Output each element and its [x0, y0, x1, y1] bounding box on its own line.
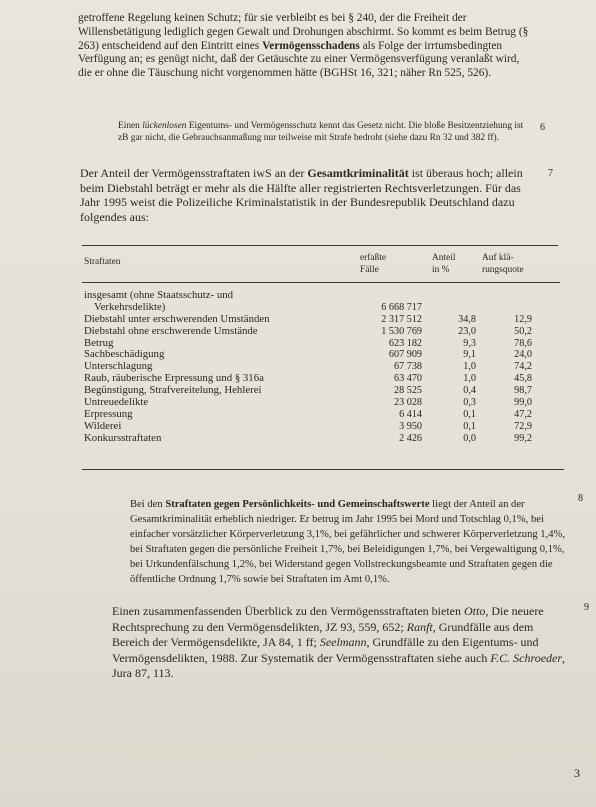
cell-cases: 3 950 — [399, 420, 422, 432]
cell-clearance: 99,0 — [514, 397, 532, 409]
p4-bold-term: Straftaten gegen Persönlichkeits- und Gemeinschaftswerte — [165, 499, 430, 510]
p1-text-a: getroffene Regelung keinen Schutz; für sie verbleibt es bei § 240, der die Freiheit der Willensbetätigung lediglich gegen Gewalt und Drohungen abschirmt. So kommt es beim Betrug (§ 263) entscheidend auf den Eintritt eines — [78, 12, 529, 52]
cell-cases: 28 525 — [393, 385, 422, 397]
cell-cases: 6 668 717 — [381, 301, 422, 313]
author-otto: Otto — [464, 604, 486, 618]
p3-text-b: ist überaus hoch; allein beim Diebstahl beträgt er mehr als die Hälfte aller registrierten Rechtsverletzungen. Für das Jahr 1995 weist die Polizeiliche Kriminalstatistik in der Bundesrepublik Deutschland dazu folgendes aus: — [80, 166, 523, 224]
row-label: insgesamt (ohne Staatsschutz- und Verkehrsdelikte) — [84, 289, 234, 313]
table-row — [84, 290, 554, 314]
p2-text-post: Eigentums- und Vermögensschutz kennt das Gesetz nicht. Die bloße Besitzentziehung ist zB gar nicht, die Gebrauchsanmaßung nur teilweise mit Strafe bedroht (siehe dazu Rn 32 und 382 ff). — [118, 121, 524, 144]
cell-cases: 2 426 — [399, 432, 422, 444]
row-label: Diebstahl ohne erschwerende Umstände — [84, 324, 258, 337]
table-header-rule — [82, 282, 560, 283]
p2-italic: lückenlosen — [142, 121, 187, 131]
paragraph-7 — [80, 166, 538, 224]
paragraph-8 — [130, 497, 566, 587]
cell-clearance: 72,9 — [514, 420, 532, 432]
table-row — [84, 433, 554, 445]
paragraph-note-6 — [118, 120, 528, 144]
cell-share: 23,0 — [458, 325, 476, 337]
paragraph-continuation — [78, 12, 534, 81]
row-label: Konkursstraftaten — [84, 431, 162, 444]
p2-text-pre: Einen — [118, 121, 143, 131]
cell-clearance: 24,0 — [514, 349, 532, 361]
table-header-offense: Straftaten — [84, 257, 121, 267]
margin-number-6: 6 — [540, 122, 545, 133]
cell-cases: 1 530 769 — [381, 325, 422, 337]
cell-cases: 23 028 — [393, 397, 422, 409]
cell-share: 1,0 — [463, 361, 476, 373]
cell-clearance: 45,8 — [514, 373, 532, 385]
table-row — [84, 409, 554, 421]
cell-share: 9,3 — [463, 337, 476, 349]
row-label: Diebstahl unter erschwerenden Umständen — [84, 312, 270, 325]
row-label: Wilderei — [84, 419, 122, 432]
table-top-rule — [82, 245, 558, 246]
cell-cases: 2 317 512 — [381, 313, 422, 325]
margin-number-7: 7 — [548, 168, 553, 179]
row-label: Begünstigung, Strafvereitelung, Hehlerei — [84, 384, 262, 397]
author-seelmann: Seelmann — [319, 635, 367, 650]
paragraph-9: Einen zusammenfassenden Überblick zu den Vermögensstraftaten bieten Otto, Die neuere Rechtsprechung zu den Vermögensdelikten, JZ 93, 559, 652; Ranft, Grundfälle aus dem Bereich der Vermögensdelikte, JA 84, 1 ff; Seelmann, Grundfälle zu den Eigentums- und Vermögensdelikten, 1988. Zur Systematik der Vermögensstraftaten siehe auch F.C. Schroeder, Jura 87, 113. — [112, 604, 566, 681]
table-bottom-rule — [82, 469, 564, 470]
table-row — [84, 385, 554, 397]
table-row — [84, 349, 554, 361]
cell-share: 0,1 — [463, 408, 476, 420]
author-ranft: Ranft — [406, 619, 433, 634]
table-row — [84, 421, 554, 433]
row-label: Raub, räuberische Erpressung und § 316a — [84, 372, 264, 385]
author-schroeder: F.C. Schroeder — [490, 650, 563, 665]
margin-number-8: 8 — [578, 493, 583, 504]
p3-bold-term: Gesamtkriminalität — [307, 166, 409, 180]
p1-bold-term: Vermögensschadens — [262, 39, 360, 52]
p4-text-b: liegt der Anteil an der Gesamtkriminalität erheblich niedriger. Er betrug im Jahr 1995 bei Mord und Totschlag 0,1%, bei einfacher vorsätzlicher Körperverletzung 3,1%, bei gefährlicher und schwerer Körperverletzung 1,4%, bei Straftaten gegen die persönliche Freiheit 1,7%, bei Beleidigungen 1,7%, bei Vergewaltigung 0,1%, bei Urkundenfälschung 1,2%, bei Widerstand gegen Vollstreckungsbeamte und Straftaten gegen die öffentliche Ordnung 1,7% sowie bei Straftaten im Amt 0,1%. — [130, 499, 566, 585]
row-label: Erpressung — [84, 407, 133, 420]
cell-share: 0,3 — [463, 397, 476, 409]
table-row — [84, 314, 554, 326]
page-number: 3 — [574, 766, 580, 780]
cell-clearance: 99,2 — [514, 432, 532, 444]
cell-cases: 67 738 — [393, 361, 422, 373]
p1-text-b: als Folge der irrtumsbedingten Verfügung an; es genügt nicht, daß der Getäuschte zu einer Vermögensverfügung veranlaßt wird, die er ohne die Täuschung nicht vorgenommen hätte (BGHSt 16, 321; näher Rn 525, 526). — [78, 39, 520, 80]
cell-cases: 6 414 — [399, 408, 422, 420]
cell-clearance: 98,7 — [514, 385, 532, 397]
margin-number-9: 9 — [584, 602, 589, 613]
p3-text-a: Der Anteil der Vermögensstraftaten iwS an der — [80, 166, 308, 180]
cell-cases: 607 909 — [388, 349, 422, 361]
cell-clearance: 50,2 — [514, 325, 532, 337]
table-header-share: Anteil in % — [432, 253, 456, 275]
cell-share: 0,0 — [463, 432, 476, 444]
table-row — [84, 397, 554, 409]
row-label: Betrug — [84, 336, 114, 349]
table-header-clearance: Auf klä- rungsquote — [482, 253, 524, 275]
p4-text-a: Bei den — [130, 499, 166, 510]
cell-share: 1,0 — [463, 373, 476, 385]
cell-clearance: 12,9 — [514, 313, 532, 325]
cell-clearance: 78,6 — [514, 337, 532, 349]
cell-share: 0,4 — [463, 385, 476, 397]
table-header-cases: erfaßte Fälle — [360, 253, 387, 275]
cell-clearance: 47,2 — [514, 408, 532, 420]
cell-share: 9,1 — [463, 349, 476, 361]
cell-clearance: 74,2 — [514, 361, 532, 373]
table-body — [84, 290, 554, 445]
row-label: Sachbeschädigung — [84, 348, 165, 361]
cell-share: 0,1 — [463, 420, 476, 432]
row-label: Unterschlagung — [84, 360, 153, 373]
cell-cases: 623 182 — [388, 337, 422, 349]
table-row — [84, 326, 554, 338]
row-label: Untreuedelikte — [84, 396, 149, 409]
cell-cases: 63 470 — [393, 373, 422, 385]
cell-share: 34,8 — [458, 313, 476, 325]
